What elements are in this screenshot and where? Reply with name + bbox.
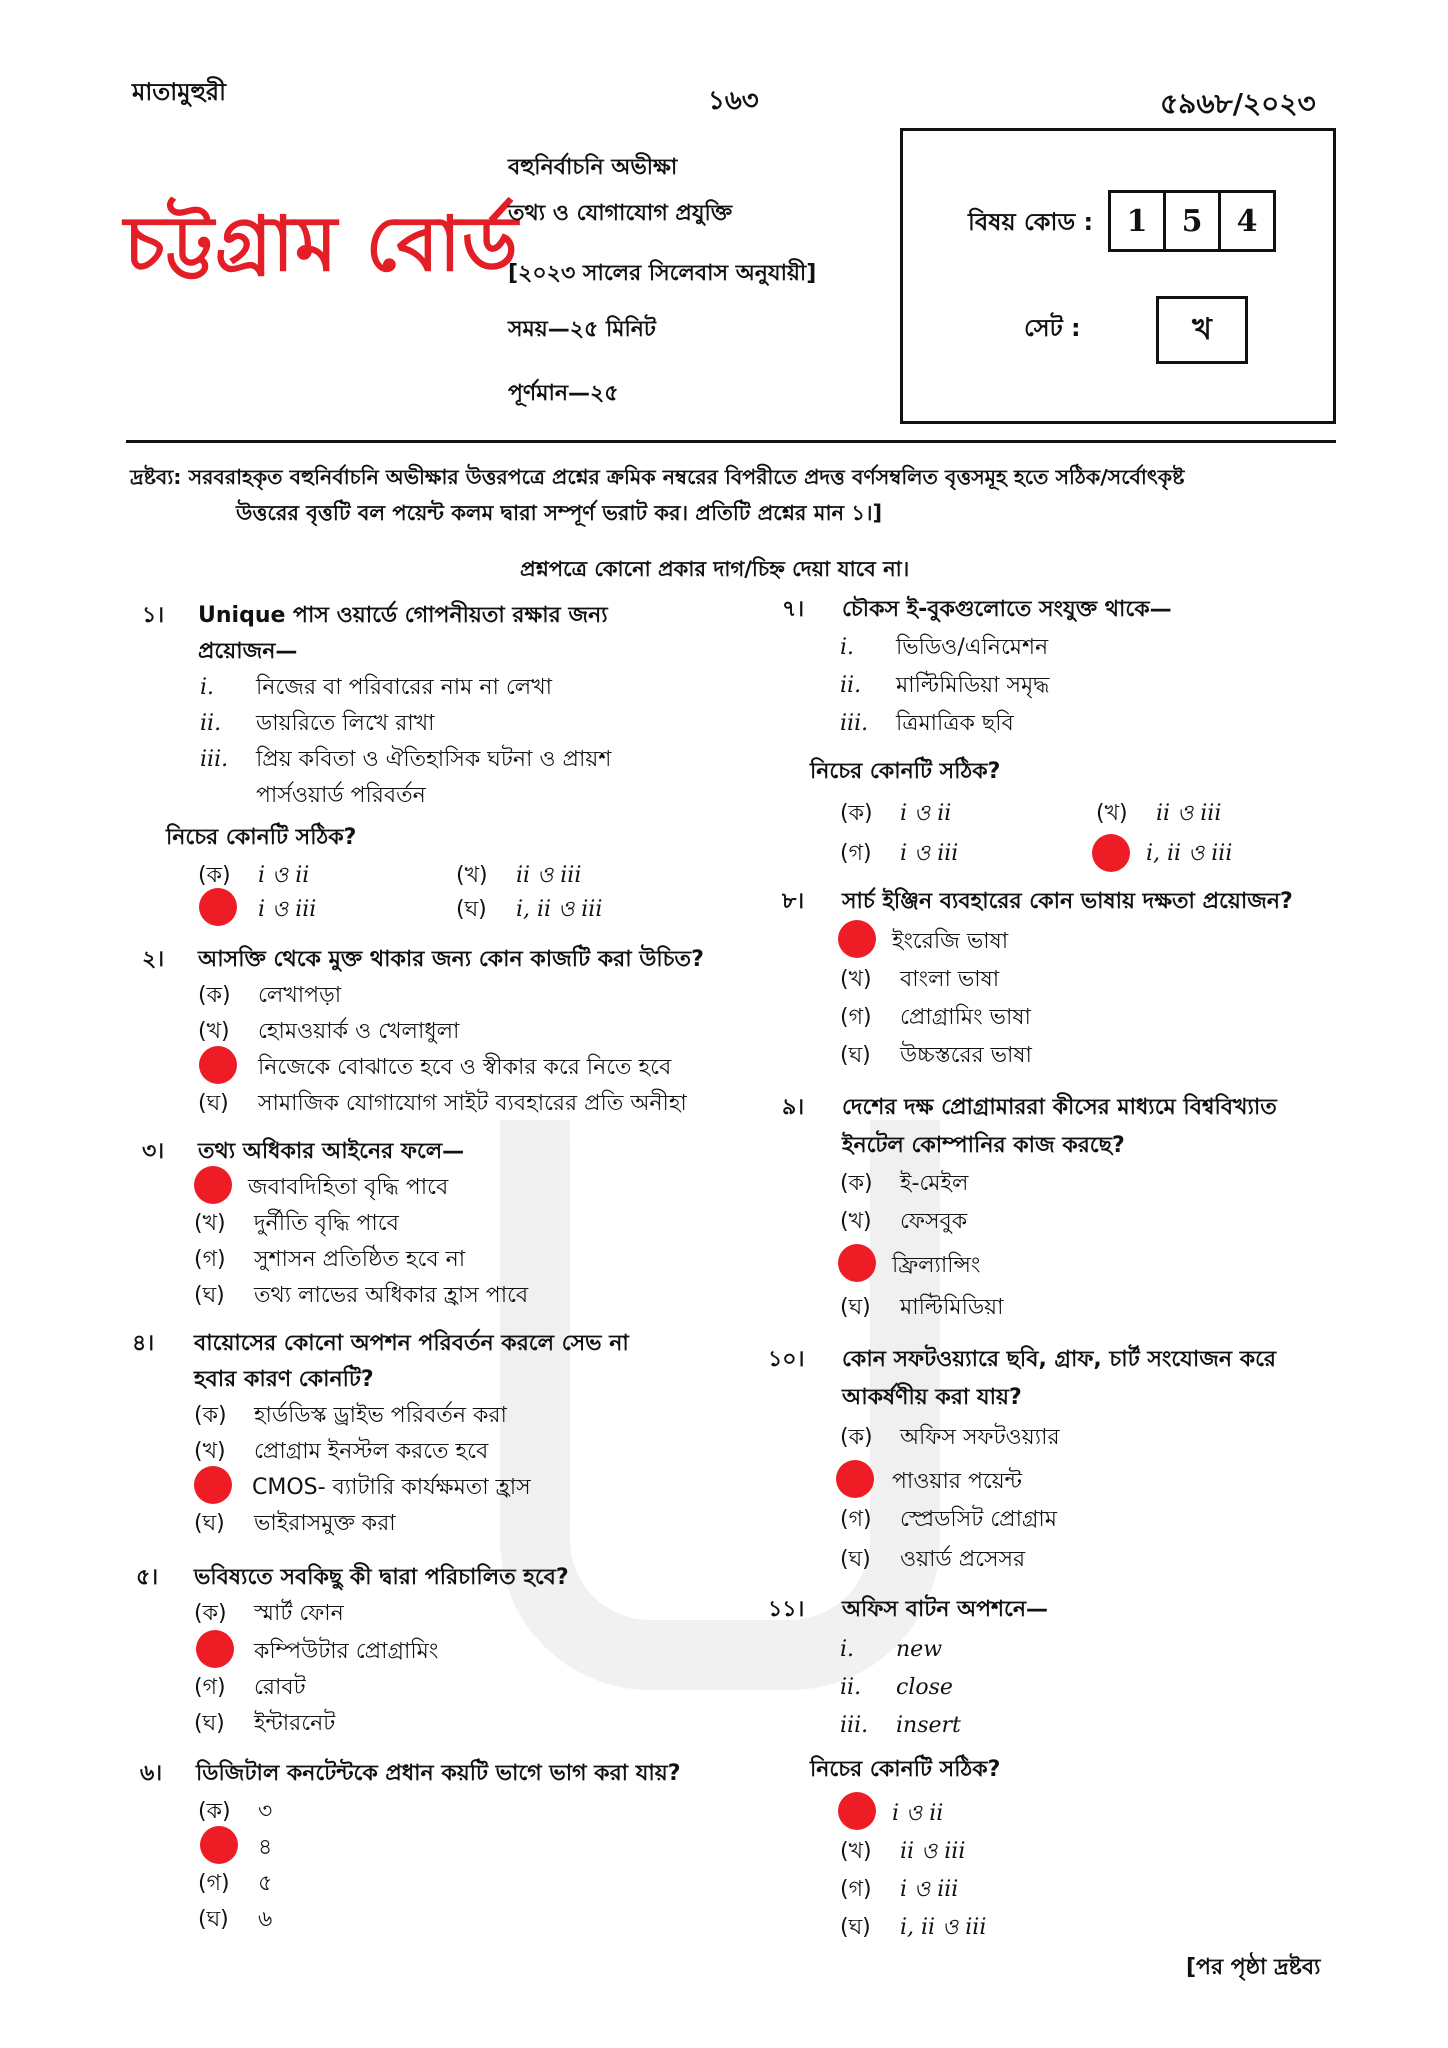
question-number: ৯।: [782, 1095, 805, 1120]
statement: নিজের বা পরিবারের নাম না লেখা: [256, 675, 553, 700]
statement-cont: পার্সওয়ার্ড পরিবর্তন: [256, 783, 426, 808]
statement-numeral: ii.: [200, 711, 222, 736]
statement-numeral: ii.: [840, 673, 862, 698]
option-text: নিজেকে বোঝাতে হবে ও স্বীকার করে নিতে হবে: [258, 1055, 672, 1080]
statement: মাল্টিমিডিয়া সমৃদ্ধ: [896, 673, 1050, 698]
question-4: [132, 1328, 629, 1360]
full-marks: পূর্ণমান—২৫: [508, 381, 619, 406]
option-label: (ঘ): [840, 1915, 871, 1940]
question-6: [140, 1758, 681, 1790]
question-ask: নিচের কোনটি সঠিক?: [810, 1757, 1001, 1782]
option-text: জবাবদিহিতা বৃদ্ধি পাবে: [248, 1175, 449, 1200]
statement: close: [896, 1675, 953, 1700]
question-stem: তথ্য অধিকার আইনের ফলে—: [198, 1139, 465, 1164]
board-title: চট্টগ্রাম বোর্ড: [124, 199, 519, 288]
option-label: (ঘ): [198, 1907, 229, 1932]
option-label: (ঘ): [456, 897, 487, 922]
statement: ভিডিও/এনিমেশন: [896, 635, 1049, 660]
option-text: দুর্নীতি বৃদ্ধি পাবে: [254, 1211, 399, 1236]
question-number: ৬।: [140, 1761, 163, 1786]
answer-mark: [194, 1166, 232, 1204]
statement-numeral: iii.: [200, 747, 229, 772]
question-stem: কোন সফটওয়্যারে ছবি, গ্রাফ, চার্ট সংযোজন করে: [842, 1347, 1277, 1372]
option-label: (ক): [840, 1425, 873, 1450]
question-number: ৮।: [782, 889, 805, 914]
question-stem-cont: প্রয়োজন—: [198, 639, 298, 664]
option-label: (ঘ): [194, 1511, 225, 1536]
option-text: ইংরেজি ভাষা: [892, 929, 1009, 954]
set-label: সেট :: [1024, 314, 1081, 342]
question-number: ৪।: [132, 1331, 155, 1356]
option-label: (খ): [194, 1211, 226, 1236]
option-text: স্প্রেডসিট প্রোগ্রাম: [900, 1507, 1058, 1532]
question-stem-cont: আকর্ষণীয় করা যায়?: [842, 1385, 1022, 1410]
option-text: i ও ii: [892, 1801, 944, 1826]
next-page-note: [পর পৃষ্ঠা দ্রষ্টব্য: [1186, 1955, 1321, 1980]
page-number: ১৬৩: [708, 86, 759, 116]
option-label: (ঘ): [840, 1547, 871, 1572]
question-8: [782, 886, 1293, 918]
option-text: পাওয়ার পয়েন্ট: [892, 1469, 1022, 1494]
question-2: [142, 944, 704, 976]
option-label: (ঘ): [194, 1711, 225, 1736]
option-label: (খ): [840, 967, 872, 992]
question-number: ৭।: [782, 597, 805, 622]
option-text: i ও ii: [900, 801, 952, 826]
option-label: (ক): [198, 1799, 231, 1824]
question-number: ২।: [142, 947, 165, 972]
reference-code: ৫৯৬৮/২০২৩: [1160, 87, 1316, 120]
question-stem: অফিস বাটন অপশনে—: [842, 1597, 1048, 1622]
statement: ডায়রিতে লিখে রাখা: [256, 711, 435, 736]
instruction-line-1: দ্রষ্টব্য: সরবরাহকৃত বহুনির্বাচনি অভীক্ষার উত্তরপত্রে প্রশ্নের ক্রমিক নম্বরের বিপরীতে প্রদত্ত বর্ণসম্বলিত বৃত্তসমূহ হতে সঠিক/সর্বোৎকৃষ্ট: [130, 465, 1185, 489]
question-stem-cont: ইনটেল কোম্পানির কাজ করছে?: [842, 1133, 1125, 1158]
question-number: ৫।: [136, 1565, 159, 1590]
option-text: স্মার্ট ফোন: [254, 1601, 344, 1626]
question-1: [142, 600, 608, 632]
option-text: সুশাসন প্রতিষ্ঠিত হবে না: [254, 1247, 466, 1272]
statement-numeral: iii.: [840, 1713, 869, 1738]
option-text: i, ii ও iii: [516, 897, 603, 922]
option-text: ফ্রিল্যান্সিং: [892, 1253, 981, 1278]
option-text: ii ও iii: [1156, 801, 1222, 826]
option-label: (খ): [194, 1439, 226, 1464]
option-text: ৩: [258, 1799, 273, 1824]
option-label: (খ): [840, 1839, 872, 1864]
statement-numeral: i.: [200, 675, 215, 700]
question-stem: আসক্তি থেকে মুক্ত থাকার জন্য কোন কাজটি করা উচিত?: [198, 947, 704, 972]
header-divider: [126, 440, 1336, 443]
statement: insert: [896, 1713, 961, 1738]
code-panel: [900, 128, 1336, 424]
subject-code-digit: 1: [1111, 193, 1166, 249]
option-label: (গ): [840, 1877, 872, 1902]
option-text: ii ও iii: [900, 1839, 966, 1864]
option-text: অফিস সফটওয়্যার: [900, 1425, 1060, 1450]
option-text: লেখাপড়া: [258, 983, 342, 1008]
option-text: ওয়ার্ড প্রসেসর: [900, 1547, 1026, 1572]
question-number: ১১।: [768, 1597, 805, 1622]
option-text: i ও iii: [900, 841, 959, 866]
option-label: (ঘ): [198, 1091, 229, 1116]
option-text: রোবট: [254, 1675, 306, 1700]
question-stem-cont: হবার কারণ কোনটি?: [194, 1367, 374, 1392]
statement-numeral: i.: [840, 1637, 855, 1662]
option-label: (গ): [840, 841, 872, 866]
option-text: উচ্চস্তরের ভাষা: [900, 1043, 1032, 1068]
option-text: ৬: [258, 1907, 273, 1932]
option-text: i, ii ও iii: [900, 1915, 987, 1940]
option-text: প্রোগ্রামিং ভাষা: [900, 1005, 1031, 1030]
answer-mark: [1092, 834, 1130, 872]
answer-mark: [199, 888, 237, 926]
option-label: (ক): [198, 983, 231, 1008]
option-label: (গ): [194, 1675, 226, 1700]
question-stem: চৌকস ই-বুকগুলোতে সংযুক্ত থাকে—: [842, 597, 1172, 622]
option-text: i ও iii: [258, 897, 317, 922]
option-text: প্রোগ্রাম ইনস্টল করতে হবে: [254, 1439, 489, 1464]
option-label: (ক): [840, 801, 873, 826]
option-text: মাল্টিমিডিয়া: [900, 1295, 1004, 1320]
option-text: কম্পিউটার প্রোগ্রামিং: [254, 1639, 439, 1664]
question-stem: ভবিষ্যতে সবকিছু কী দ্বারা পরিচালিত হবে?: [194, 1565, 569, 1590]
option-label: (খ): [456, 863, 488, 888]
question-stem: ডিজিটাল কনটেন্টকে প্রধান কয়টি ভাগে ভাগ করা যায়?: [196, 1761, 681, 1786]
statement: ত্রিমাত্রিক ছবি: [896, 711, 1014, 736]
option-label: (ক): [194, 1403, 227, 1428]
statement: new: [896, 1637, 943, 1662]
question-5: [136, 1562, 569, 1594]
set-value: খ: [1156, 296, 1248, 364]
option-text: ii ও iii: [516, 863, 582, 888]
question-number: ১০।: [768, 1347, 805, 1372]
subject-code-digit: 4: [1236, 203, 1258, 239]
option-label: (ঘ): [840, 1295, 871, 1320]
answer-mark: [838, 1792, 876, 1830]
question-number: ৩।: [142, 1139, 165, 1164]
publication-name: মাতামুহুরী: [132, 78, 226, 106]
question-10: [768, 1344, 1276, 1376]
option-label: (ঘ): [840, 1043, 871, 1068]
answer-mark: [838, 920, 876, 958]
option-text: CMOS- ব্যাটারি কার্যক্ষমতা হ্রাস: [252, 1475, 531, 1500]
answer-mark: [838, 1244, 876, 1282]
question-stem: বায়োসের কোনো অপশন পরিবর্তন করলে সেভ না: [194, 1331, 629, 1356]
option-text: ফেসবুক: [900, 1209, 968, 1234]
question-stem: সার্চ ইঞ্জিন ব্যবহারের কোন ভাষায় দক্ষতা প্রয়োজন?: [842, 889, 1293, 914]
option-label: (গ): [840, 1005, 872, 1030]
question-3: [142, 1136, 464, 1168]
question-7: [782, 594, 1172, 626]
option-text: তথ্য লাভের অধিকার হ্রাস পাবে: [254, 1283, 529, 1308]
option-label: (খ): [198, 1019, 230, 1044]
answer-mark: [196, 1630, 234, 1668]
answer-mark: [836, 1460, 874, 1498]
question-ask: নিচের কোনটি সঠিক?: [166, 825, 357, 850]
statement-numeral: i.: [840, 635, 855, 660]
option-text: বাংলা ভাষা: [900, 967, 1000, 992]
option-text: i ও ii: [258, 863, 310, 888]
option-label: (খ): [1096, 801, 1128, 826]
answer-mark: [200, 1826, 238, 1864]
option-text: i ও iii: [900, 1877, 959, 1902]
subject-code-label: বিষয় কোড :: [968, 208, 1094, 236]
option-label: (গ): [198, 1871, 230, 1896]
subject-code-digit: 5: [1166, 193, 1221, 249]
option-text: সামাজিক যোগাযোগ সাইট ব্যবহারের প্রতি অনীহা: [258, 1091, 687, 1116]
question-number: ১।: [142, 603, 165, 628]
instruction-line-3: প্রশ্নপত্রে কোনো প্রকার দাগ/চিহ্ন দেয়া যাবে না।: [520, 557, 910, 581]
option-text: ই-মেইল: [900, 1171, 969, 1196]
option-label: (গ): [194, 1247, 226, 1272]
option-text: ৪: [258, 1835, 273, 1860]
subject-code-boxes: [1108, 190, 1276, 252]
option-label: (ক): [194, 1601, 227, 1626]
answer-mark: [199, 1046, 237, 1084]
option-label: (ঘ): [194, 1283, 225, 1308]
answer-mark: [194, 1466, 232, 1504]
question-9: [782, 1092, 1277, 1124]
exam-time: সময়—২৫ মিনিট: [508, 317, 656, 342]
option-label: (ক): [840, 1171, 873, 1196]
subject-name: তথ্য ও যোগাযোগ প্রযুক্তি: [508, 201, 733, 226]
statement-numeral: ii.: [840, 1675, 862, 1700]
question-ask: নিচের কোনটি সঠিক?: [810, 759, 1001, 784]
instruction-line-2: উত্তরের বৃত্তটি বল পয়েন্ট কলম দ্বারা সম্পূর্ণ ভরাট কর। প্রতিটি প্রশ্নের মান ১।]: [236, 501, 883, 525]
statement: প্রিয় কবিতা ও ঐতিহাসিক ঘটনা ও প্রায়শ: [256, 747, 612, 772]
option-label: (ক): [198, 863, 231, 888]
option-text: হোমওয়ার্ক ও খেলাধুলা: [258, 1019, 460, 1044]
statement-numeral: iii.: [840, 711, 869, 736]
option-text: ইন্টারনেট: [254, 1711, 336, 1736]
syllabus-note: [২০২৩ সালের সিলেবাস অনুযায়ী]: [508, 261, 817, 286]
option-label: (গ): [840, 1507, 872, 1532]
exam-type: বহুনির্বাচনি অভীক্ষা: [508, 155, 678, 180]
question-stem: Unique পাস ওয়ার্ডে গোপনীয়তা রক্ষার জন্য: [198, 603, 608, 628]
question-11: [768, 1594, 1048, 1626]
option-text: হার্ডডিস্ক ড্রাইভ পরিবর্তন করা: [254, 1403, 507, 1428]
option-label: (খ): [840, 1209, 872, 1234]
option-text: ৫: [258, 1871, 273, 1896]
question-stem: দেশের দক্ষ প্রোগ্রামাররা কীসের মাধ্যমে বিশ্ববিখ্যাত: [842, 1095, 1277, 1120]
option-text: i, ii ও iii: [1146, 841, 1233, 866]
option-text: ভাইরাসমুক্ত করা: [254, 1511, 396, 1536]
